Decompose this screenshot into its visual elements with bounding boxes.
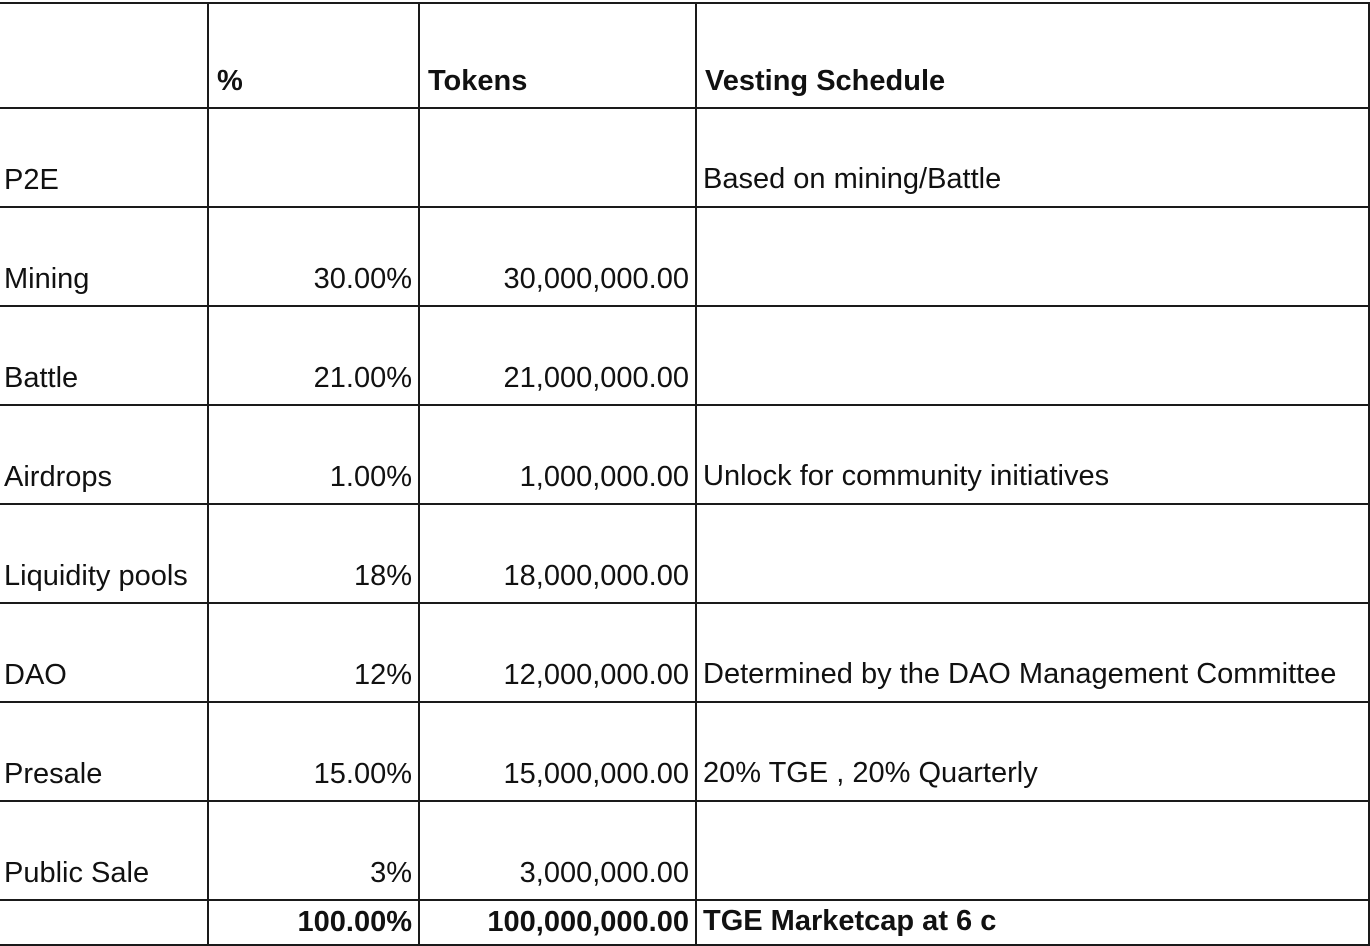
row-percent: [208, 108, 419, 207]
total-percent: 100.00%: [208, 900, 419, 945]
row-label: Presale: [0, 702, 208, 801]
row-vesting: 20% TGE , 20% Quarterly: [696, 702, 1369, 801]
table-row: [0, 207, 1369, 306]
row-vesting: Determined by the DAO Management Committee: [696, 603, 1369, 702]
row-percent: 21.00%: [208, 306, 419, 405]
row-vesting: Based on mining/Battle: [696, 108, 1369, 207]
header-tokens: Tokens: [419, 3, 696, 108]
row-vesting: [696, 207, 1369, 306]
row-label: Airdrops: [0, 405, 208, 504]
total-row: [0, 900, 1369, 945]
table-row: [0, 306, 1369, 405]
row-label: P2E: [0, 108, 208, 207]
row-label: Mining: [0, 207, 208, 306]
row-tokens: [419, 108, 696, 207]
row-percent: 18%: [208, 504, 419, 603]
table-row: [0, 603, 1369, 702]
row-vesting: [696, 801, 1369, 900]
row-tokens: 18,000,000.00: [419, 504, 696, 603]
row-percent: 1.00%: [208, 405, 419, 504]
header-vesting-schedule: Vesting Schedule: [696, 3, 1369, 108]
row-percent: 30.00%: [208, 207, 419, 306]
header-percent: %: [208, 3, 419, 108]
total-label: [0, 900, 208, 945]
token-allocation-table: [0, 2, 1370, 946]
header-row: [0, 3, 1369, 108]
table-row: [0, 702, 1369, 801]
row-label: Liquidity pools: [0, 504, 208, 603]
row-vesting: [696, 306, 1369, 405]
row-label: Battle: [0, 306, 208, 405]
row-tokens: 12,000,000.00: [419, 603, 696, 702]
row-percent: 15.00%: [208, 702, 419, 801]
table-row: [0, 108, 1369, 207]
row-tokens: 3,000,000.00: [419, 801, 696, 900]
table-row: [0, 801, 1369, 900]
row-percent: 12%: [208, 603, 419, 702]
row-tokens: 15,000,000.00: [419, 702, 696, 801]
row-label: DAO: [0, 603, 208, 702]
row-tokens: 30,000,000.00: [419, 207, 696, 306]
row-tokens: 21,000,000.00: [419, 306, 696, 405]
row-vesting: Unlock for community initiatives: [696, 405, 1369, 504]
row-label: Public Sale: [0, 801, 208, 900]
header-label-cell: [0, 3, 208, 108]
row-percent: 3%: [208, 801, 419, 900]
total-vesting: TGE Marketcap at 6 c: [696, 900, 1369, 945]
table-row: [0, 405, 1369, 504]
table-row: [0, 504, 1369, 603]
row-vesting: [696, 504, 1369, 603]
total-tokens: 100,000,000.00: [419, 900, 696, 945]
row-tokens: 1,000,000.00: [419, 405, 696, 504]
